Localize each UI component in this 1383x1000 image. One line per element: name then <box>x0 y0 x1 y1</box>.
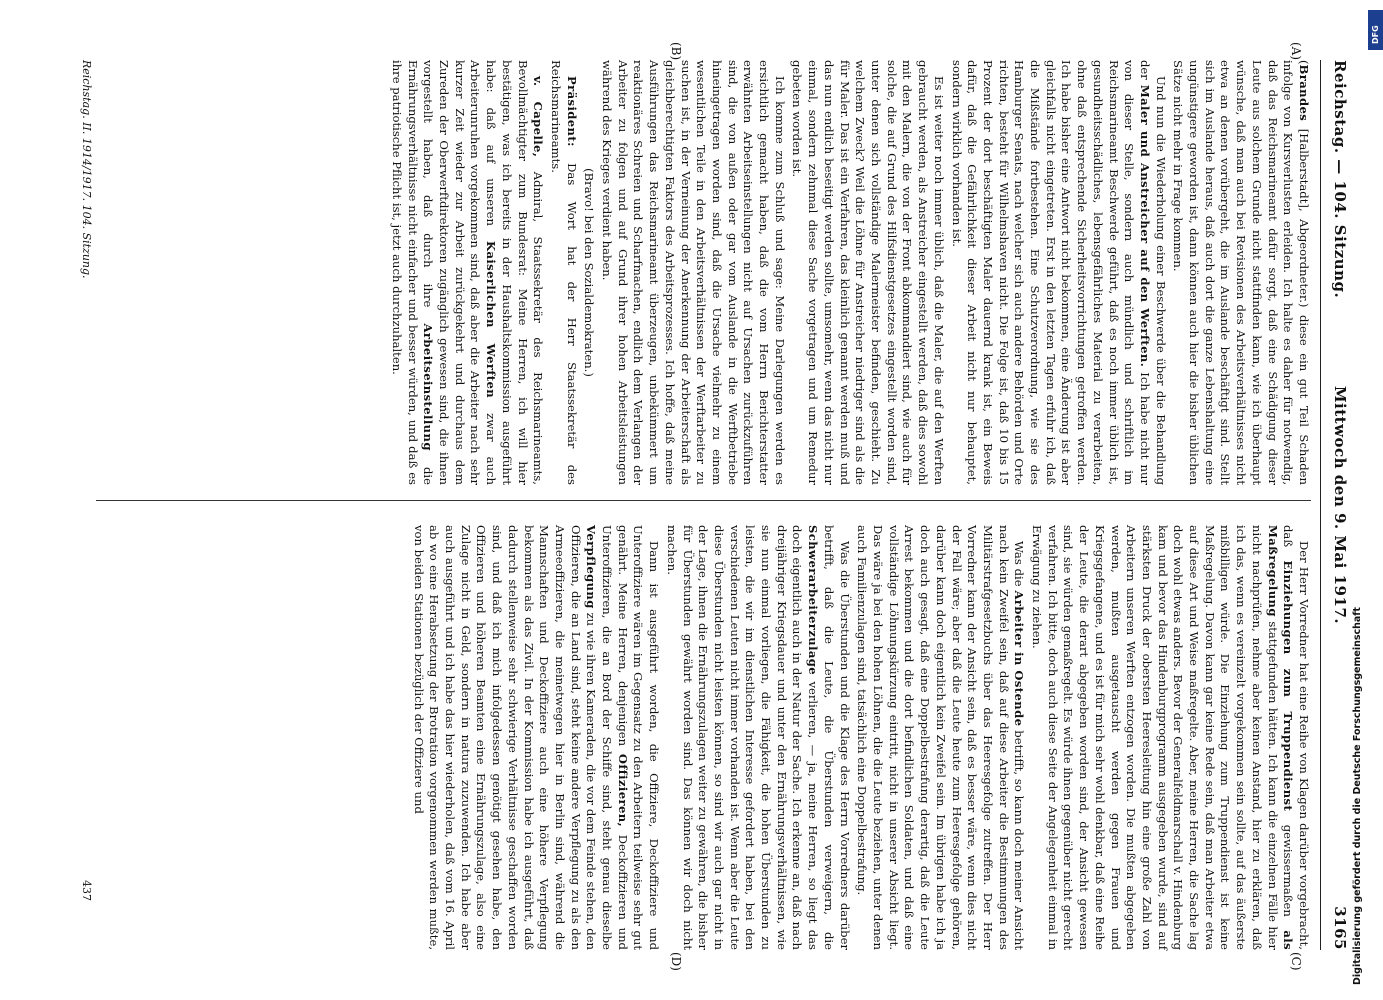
left-para-2-b: Ich habe nicht nur von dieser Stelle, sondern auch mündlich und schriftlich im Reichsmarineamt Beschwerde geführt, daß es noch immer üblich ist, gesundheitsschädliches, lebensgefährliches Material zu verarbeiten, ohne daß entsprechende Sicherheitsvorrichtungen getroffen werden. Ich habe bisher eine Antwort nicht bekommen, eine Änderung ist aber gleichfalls nicht eingetreten. Erst in den letzten Tagen erfuhr ich, daß die Mißstände fortbestehen. Eine Schutzverordnung, wie sie des Hamburger Senats, nach welcher sich auch andere Behörden und Orte richten, besteht für Wilhelmshaven nicht. Die Folge ist, daß 10 bis 15 Prozent der dort beschäftigten Maler dauernd krank ist, ein Beweis dafür, daß die Gefährlichkeit dieser Arbeit nicht nur behauptet, sondern wirklich vorhanden ist. <box>949 60 1152 485</box>
president-text: Das Wort hat der Herr Staatssekretär des Reichsmarineamts. <box>548 60 579 485</box>
margin-marker-d: (D) <box>669 952 683 971</box>
page-header <box>1319 60 1355 950</box>
page-footer: Reichstag. II. 1914/1917. 104. Sitzung. <box>80 60 93 279</box>
right-para-4-bold-2: Verpflegung <box>584 525 599 609</box>
dfg-logo-text: DFG <box>1371 25 1380 44</box>
right-para-3-b: verlieren, — ja, meine Herren, so liegt das doch eigentlich auch in der Natur der Sache. Ich erkenne an, daß nach dreijähriger Kriegsdauer und unter den Ernährungsverhältnissen, wie sie nun einmal vorliegen, die Fähigkeit, die hohen Überstunden zu leisten, die wir im dienstlichen Interesse gefordert haben, bei den verschiedenen Leuten nicht immer vorhanden ist. Wenn aber die Leute diese Überstunden nicht leisten können, so sind wir auch gar nicht in der Lage, ihnen die Ernährungszulagen weiter zu gewähren, die bisher für Überstunden gewährt worden sind. Das können wir doch nicht machen. <box>664 525 821 951</box>
speaker-suffix: [Halberstadt], Abgeordneter.) <box>1297 128 1311 308</box>
right-para-1-c: stattgefunden hätten. Ich kann die einzelnen Fälle hier nicht nachprüfen, nehme aber keinen Anstand, hier zu erklären, daß ich das, wenn es vereinzelt vorgekommen sein sollte, auf das äußerste mißbilligen würde. Die Einziehung zum Truppendienst ist keine Maßregelung. Davon kann gar keine Rede sein, daß man Arbeiter etwa auf diese Art und Weise maßregelte. Aber, meine Herren, die Sache lag doch wohl etwas anders. Bevor der Generalfeldmarschall v. Hindenburg kam und bevor das Hindenburgprogramm ausgegeben wurde, sind auf stärksten Druck der obersten Heeresleitung hin eine große Zahl von Arbeitern unseren Werften entzogen worden. Die mußten abgegeben werden, mußten ausgetauscht werden gegen Frauen und Kriegsgefangene, und es ist für mich sehr wohl denkbar, daß eine Reihe der Leute, die derart abgegeben worden sind, der Ansicht gewesen sind, sie würden gemaßregelt. Es würde ihnen gegenüber nicht gerecht verfahren. Ich bitte, doch auch diese Seite der Angelegenheit einmal in Erwägung zu ziehen. <box>1030 525 1280 950</box>
header-date: Mittwoch den 9. Mai 1917. <box>1331 385 1349 625</box>
margin-marker-a: (A) <box>1289 42 1303 61</box>
right-column <box>408 525 1311 950</box>
president-para <box>547 60 578 485</box>
digitization-credit: Digitalisierung gefördert durch die Deutsche Forschungsgemeinschaft <box>1352 607 1363 985</box>
right-para-4-c: zu wie ihren Kameraden, die vor dem Feinde stehen, den Offizieren, die an Land sind, steht keine andere Verpflegung zu als den Armeeoffizieren, die meinetwegen hier in Berlin sind, während die Mannschaften und Deckoffiziere auch eine höhere Verpflegung bekommen als das Zivil. In der Kommission habe ich ausgeführt, daß dadurch stellenweise sehr schwierige Verhältnisse geschaffen worden sind, und daß ich mich infolgedessen genötigt gesehen habe, den Offizieren und höheren Beamten eine Ernährungszulage, also eine Zulage nicht in Geld, sondern in natura zuzuwenden. Ich habe aber auch ausgeführt und ich habe das hier wiederholen, daß vom 16. April ab wo eine Herabsetzung der Brotration vorgenommen werden mußte, von beiden Stationen bezüglich der Offiziere und <box>411 525 599 950</box>
capelle-bold-2: Arbeitseinstellung <box>421 323 436 451</box>
capelle-text-1: Admiral, Staatssekretär des Reichsmarineamts, Bevollmächtigter zum Bundesrat: Meine Herren, ich will hier bestätigen, was ich bereits in der Haushaltskommission ausgeführt habe: daß auf unseren <box>484 60 546 485</box>
right-para-1-bold: Einziehungen zum Truppendienst <box>1281 560 1296 812</box>
left-para-1-text: diese ein gut Teil Schaden infolge von Kursverlusten erleiden. Ich halte es daher für notwendig, daß das Reichsmarineamt dafür sorgt, daß eine Schädigung dieser Leute aus solchem Grunde nicht stattfinden kann, wie ich überhaupt wünsche, daß man auch bei Revisionen des Arbeitsverhältnisses nicht etwa an denen vorübergeht, die im Auslande beschäftigt sind. Stellt sich im Auslande heraus, daß auch dort die ganze Lebenshaltung eine ungünstigere geworden ist, dann können auch hier die bisher üblichen Sätze nicht mehr in Frage kommen. <box>1171 60 1311 485</box>
right-para-3 <box>663 525 851 950</box>
right-para-2-a: Was die <box>1012 541 1027 587</box>
left-column <box>386 60 1311 485</box>
column-divider <box>96 500 1311 501</box>
margin-marker-b: (B) <box>669 42 683 61</box>
right-para-1-a: Der Herr Vorredner hat eine Reihe von Klagen darüber vorgebracht, daß <box>1281 525 1311 950</box>
speaker-capelle: v. Capelle, <box>531 76 546 158</box>
left-para-1: (Brandes [Halberstadt], Abgeordneter.) diese ein gut Teil Schaden infolge von Kursverlusten erleiden. Ich halte es daher für notwendig, daß das Reichsmarineamt dafür sorgt, daß eine Schädigung dieser Leute aus solchem Grunde nicht stattfinden kann, wie ich überhaupt wünsche, daß man auch bei Revisionen des Arbeitsverhältnisses nicht etwa an denen vorübergeht, die im Auslande beschäftigt sind. Stellt sich im Auslande heraus, daß auch dort die ganze Lebenshaltung eine ungünstigere geworden ist, dann können auch hier die bisher üblichen Sätze nicht mehr in Frage kommen. <box>1171 60 1311 485</box>
right-para-2 <box>854 525 1027 950</box>
left-para-2-a: Und nun die Wiederholung einer Beschwerde über die Behandlung der <box>1137 60 1168 485</box>
header-rule <box>1320 60 1321 950</box>
right-para-2-bold: Arbeiter in Ostende <box>1012 590 1027 727</box>
capelle-bold-1: Kaiserlichen Werften <box>484 240 499 399</box>
left-para-2 <box>948 60 1168 485</box>
right-para-1 <box>1028 525 1311 950</box>
right-para-4-bold: Offizieren, <box>615 753 630 828</box>
footer-page-number: 437 <box>80 880 93 901</box>
left-para-2-bold: Maler und Anstreicher auf den Werften. <box>1137 84 1152 368</box>
applause-note: (Bravo! bei den Sozialdemokraten.) <box>582 168 597 377</box>
capelle-para <box>388 60 545 485</box>
right-para-4-b: Deckoffizieren und Unteroffizieren, die an Bord der Schiffe sind, steht genau dieselbe <box>600 525 630 950</box>
right-para-3-bold: Schwerarbeiterzulage <box>806 525 821 676</box>
header-left: Reichstag. — 104. Sitzung. <box>1331 60 1349 299</box>
capelle-text-3: die Ernährungsverhältnisse nicht einfacher und besser würden, und daß es ihre patriotische Pflicht ist, jetzt auch durchzuhalten. <box>389 60 436 485</box>
right-para-3-a: Was die Überstunden und die Klage des Herrn Vorredners darüber betrifft, daß die Leute, die Überstunden verweigern, die <box>821 525 852 950</box>
left-para-4: Ich komme zum Schluß und sage: Meine Darlegungen werden es ersichtlich gemacht haben, daß die vom Herrn Berichterstatter erwähnten Arbeitseinstellungen nicht auf Ursachen zurückzuführen sind, die von außen oder gar vom Auslande in die Werftbetriebe hineingetragen worden sind, daß die Ursache vielmehr zu einem wesentlichen Teile in den Arbeitsverhältnissen der Werftarbeiter zu suchen ist, in der Verneinung der Anerkennung der Arbeiterschaft als gleichberechtigten Faktors des Arbeitsprozesses. Ich hoffe, daß meine Ausführungen das Reichsmarineamt überzeugen, unbekümmert um reaktionäres Schreien und Scharfmachen, endlich dem Verlangen der Arbeiter zu folgen und auf Grund ihrer hohen Arbeitsleistungen während des Krieges verdient haben. <box>600 60 787 485</box>
capelle-text-2: zwar auch Arbeiterunruhen vorgekommen sind, daß aber die Arbeiter nach sehr kurzer Zeit wieder zur Arbeit zurückgekehrt und durchaus dem Zureden der Oberwerftdirektoren zugänglich gewesen sind, die ihnen vorgestellt haben, daß durch ihre <box>421 60 499 486</box>
president-label: Präsident: <box>564 76 579 147</box>
right-para-1-bold-2: als Maßregelung <box>1265 525 1296 951</box>
right-para-2-b: betrifft, so kann doch meiner Ansicht nach kein Zweifel sein, daß auf diese Arbeiter die Bestimmungen des Militärstrafgesetzbuchs über das Heeresgefolge zutreffen. Der Herr Vorredner kann der Ansicht sein, daß es besser wäre, wenn dies nicht der Fall wäre; aber daß die Leute heute zum Heeresgefolge gehören, darüber kann doch eigentlich kein Zweifel sein. Im übrigen habe ich ja doch auch gesagt, daß eine Doppelbestrafung derartig, daß die Leute Arrest bekommen und die dort befindlichen Soldaten, und daß eine vollständige Löhnungskürzung eintritt, nicht in unserer Absicht liegt. Das wäre ja bei den hohen Löhnen, die die Leute beziehen, unter denen auch Familienzulagen sind, tatsächlich eine Doppelbestrafung. <box>855 525 1027 951</box>
right-para-1-b: gewissermaßen <box>1281 824 1296 917</box>
right-para-4-a: Dann ist ausgeführt worden, die Offiziere, Deckoffiziere und Unteroffiziere wären im Gegensatz zu den Arbeitern teilweise sehr gut genährt. Meine Herren, denjenigen <box>615 525 662 950</box>
left-para-3: Es ist weiter noch immer üblich, daß die Maler, die auf den Werften gebraucht werden, als Anstreicher eingestellt werden, daß dies sowohl mit den Malern, die von der Front abkommandiert sind, wie auch für solche, die auf Grund des Hilfsdienstgesetzes eingestellt worden sind, unter denen sich vollständige Malermeister befinden, geschieht. Zu welchem Zweck? Weil die Löhne für Anstreicher niedriger sind als die für Maler. Das ist ein Verfahren, das kleinlich genannt werden muß und das nun endlich beseitigt werden sollte, umsomehr, wenn das nicht nur einmal, sondern zehnmal diese Sache vorgetragen und um Remedur gebeten worden ist. <box>790 60 946 485</box>
speaker-brandes: Brandes <box>1297 64 1311 122</box>
right-para-4 <box>410 525 661 950</box>
header-page-number: 3165 <box>1331 906 1349 950</box>
margin-marker-c: (C) <box>1289 952 1303 971</box>
dfg-logo <box>1368 10 1383 50</box>
